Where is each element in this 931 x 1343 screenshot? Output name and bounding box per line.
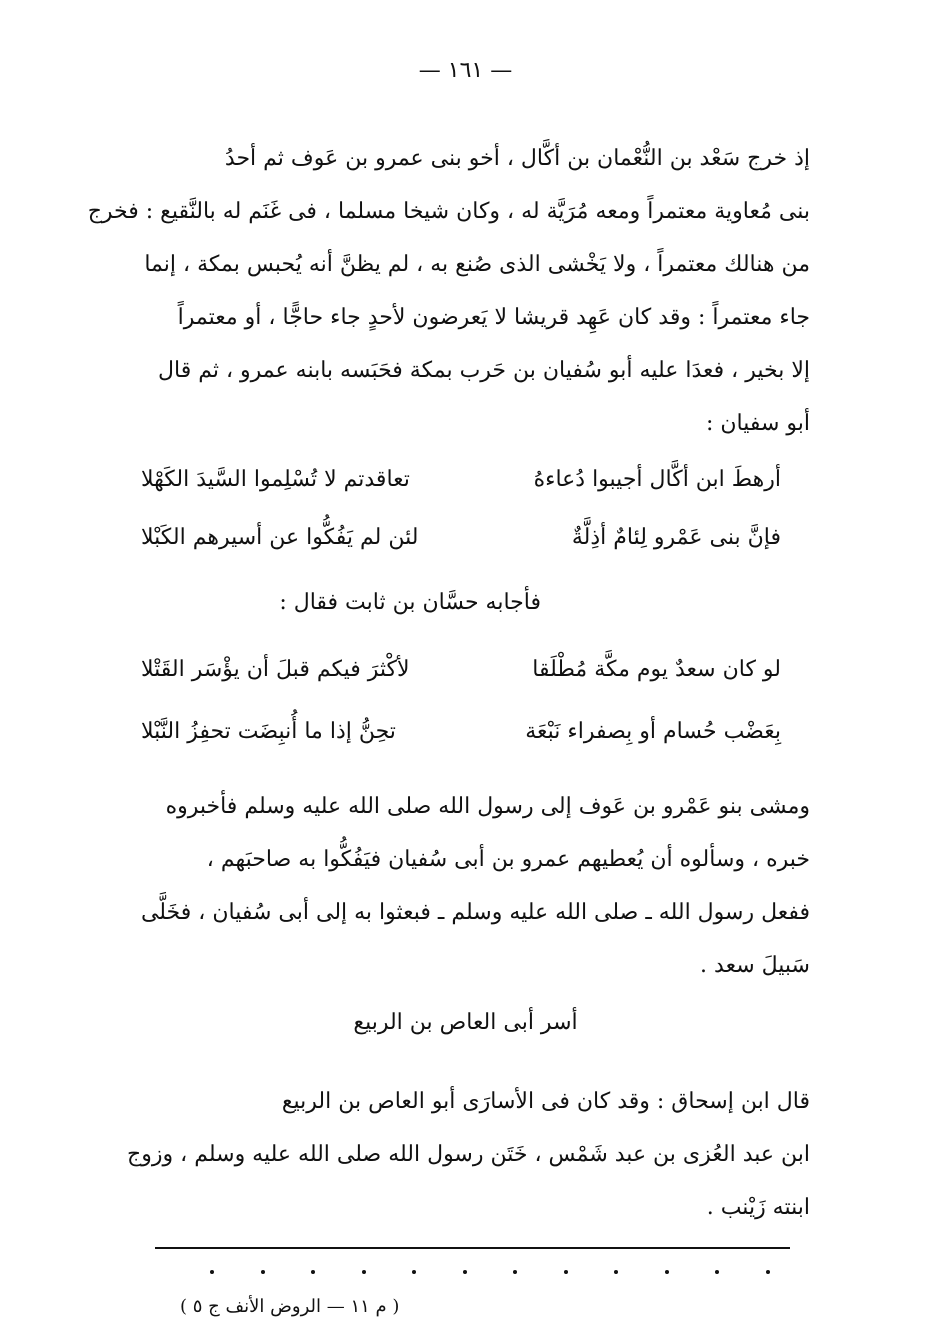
text-line: جاء معتمراً : وقد كان عَهِد قريشا لا يَعرضون لأحدٍ جاء حاجًّا ، أو معتمراً	[177, 305, 810, 330]
separator-dot	[665, 1270, 669, 1274]
separator-dot	[362, 1270, 366, 1274]
poem-verse	[141, 513, 781, 561]
paragraph-2	[140, 780, 810, 992]
verse-second-hemistich: لئن لم يَفُكُّوا عن أسيرهم الكَبْلا	[141, 524, 419, 550]
text-line: قال ابن إسحاق : وقد كان فى الأسارَى أبو العاص بن الربيع	[281, 1089, 810, 1114]
verse-first-hemistich: لو كان سعدٌ يوم مكَّة مُطْلَقا	[532, 656, 781, 682]
text-line: ابن عبد العُزى بن عبد شَمْس ، خَتَن رسول الله صلى الله عليه وسلم ، وزوج	[127, 1142, 810, 1167]
poem-intro: فأجابه حسَّان بن ثابت فقال :	[279, 590, 541, 615]
verse-second-hemistich: تعاقدتم لا تُسْلِموا السَّيدَ الكَهْلا	[141, 466, 410, 492]
separator-dot	[614, 1270, 618, 1274]
text-line: من هنالك معتمراً ، ولا يَخْشى الذى صُنع به ، لم يظنَّ أنه يُحبس بمكة ، إنما	[144, 252, 810, 277]
text-line: سَبيلَ سعد .	[700, 953, 810, 978]
section-heading: أسر أبى العاص بن الربيع	[353, 1010, 578, 1035]
separator-dot	[311, 1270, 315, 1274]
paragraph-3	[127, 1075, 810, 1234]
paragraph-1	[87, 132, 810, 450]
verse-first-hemistich: فإنَّ بنى عَمْرو لِئامٌ أذِلَّةٌ	[571, 524, 781, 550]
separator-dot	[513, 1270, 517, 1274]
text-line: ابنته زَيْنب .	[706, 1195, 810, 1220]
text-line: إلا بخير ، فعدَا عليه أبو سُفيان بن حَرب بمكة فحَبَسه بابنه عمرو ، ثم قال	[158, 358, 810, 383]
verse-second-hemistich: تحِنُّ إذا ما أُنبِضَت تحفِزُ النَّبْلا	[141, 718, 396, 744]
text-line: أبو سفيان :	[705, 411, 810, 436]
text-line: بنى مُعاوية معتمراً ومعه مُرَيَّة له ، وكان شيخا مسلما ، فى غَنَم له بالنَّقيع : فخرج	[87, 199, 810, 224]
text-line: إذ خرج سَعْد بن النُّعْمان بن أكَّال ، أخو بنى عمرو بن عَوف ثم أحدُ	[224, 146, 810, 171]
separator-dot	[766, 1270, 770, 1274]
text-line: خبره ، وسألوه أن يُعطيهم عمرو بن أبى سُفيان فيَفُكُّوا به صاحبَهم ،	[206, 847, 810, 872]
signature-mark: ( م ١١ — الروض الأنف ج ٥ )	[180, 1296, 400, 1317]
verse-second-hemistich: لأكْثرَ فيكم قبلَ أن يؤْسَر القَتْلا	[141, 656, 410, 682]
separator-dot	[463, 1270, 467, 1274]
separator-dot	[210, 1270, 214, 1274]
separator-dot	[715, 1270, 719, 1274]
dot-separator-row	[210, 1262, 770, 1282]
footnote-divider	[155, 1247, 790, 1249]
verse-first-hemistich: بِعَضْب حُسام أو بِصفراء نَبْعَة	[525, 718, 781, 744]
page-number: — ١٦١ —	[418, 58, 513, 83]
separator-dot	[261, 1270, 265, 1274]
separator-dot	[412, 1270, 416, 1274]
separator-dot	[564, 1270, 568, 1274]
poem-verse	[141, 707, 781, 755]
text-line: ففعل رسول الله ـ صلى الله عليه وسلم ـ فبعثوا به إلى أبى سُفيان ، فخَلَّى	[140, 900, 810, 925]
poem-verse	[141, 645, 781, 693]
text-line: ومشى بنو عَمْرو بن عَوف إلى رسول الله صلى الله عليه وسلم فأخبروه	[165, 794, 810, 819]
poem-verse	[141, 455, 781, 503]
verse-first-hemistich: أرهطَ ابن أكَّال أجيبوا دُعاءهُ	[533, 466, 781, 492]
